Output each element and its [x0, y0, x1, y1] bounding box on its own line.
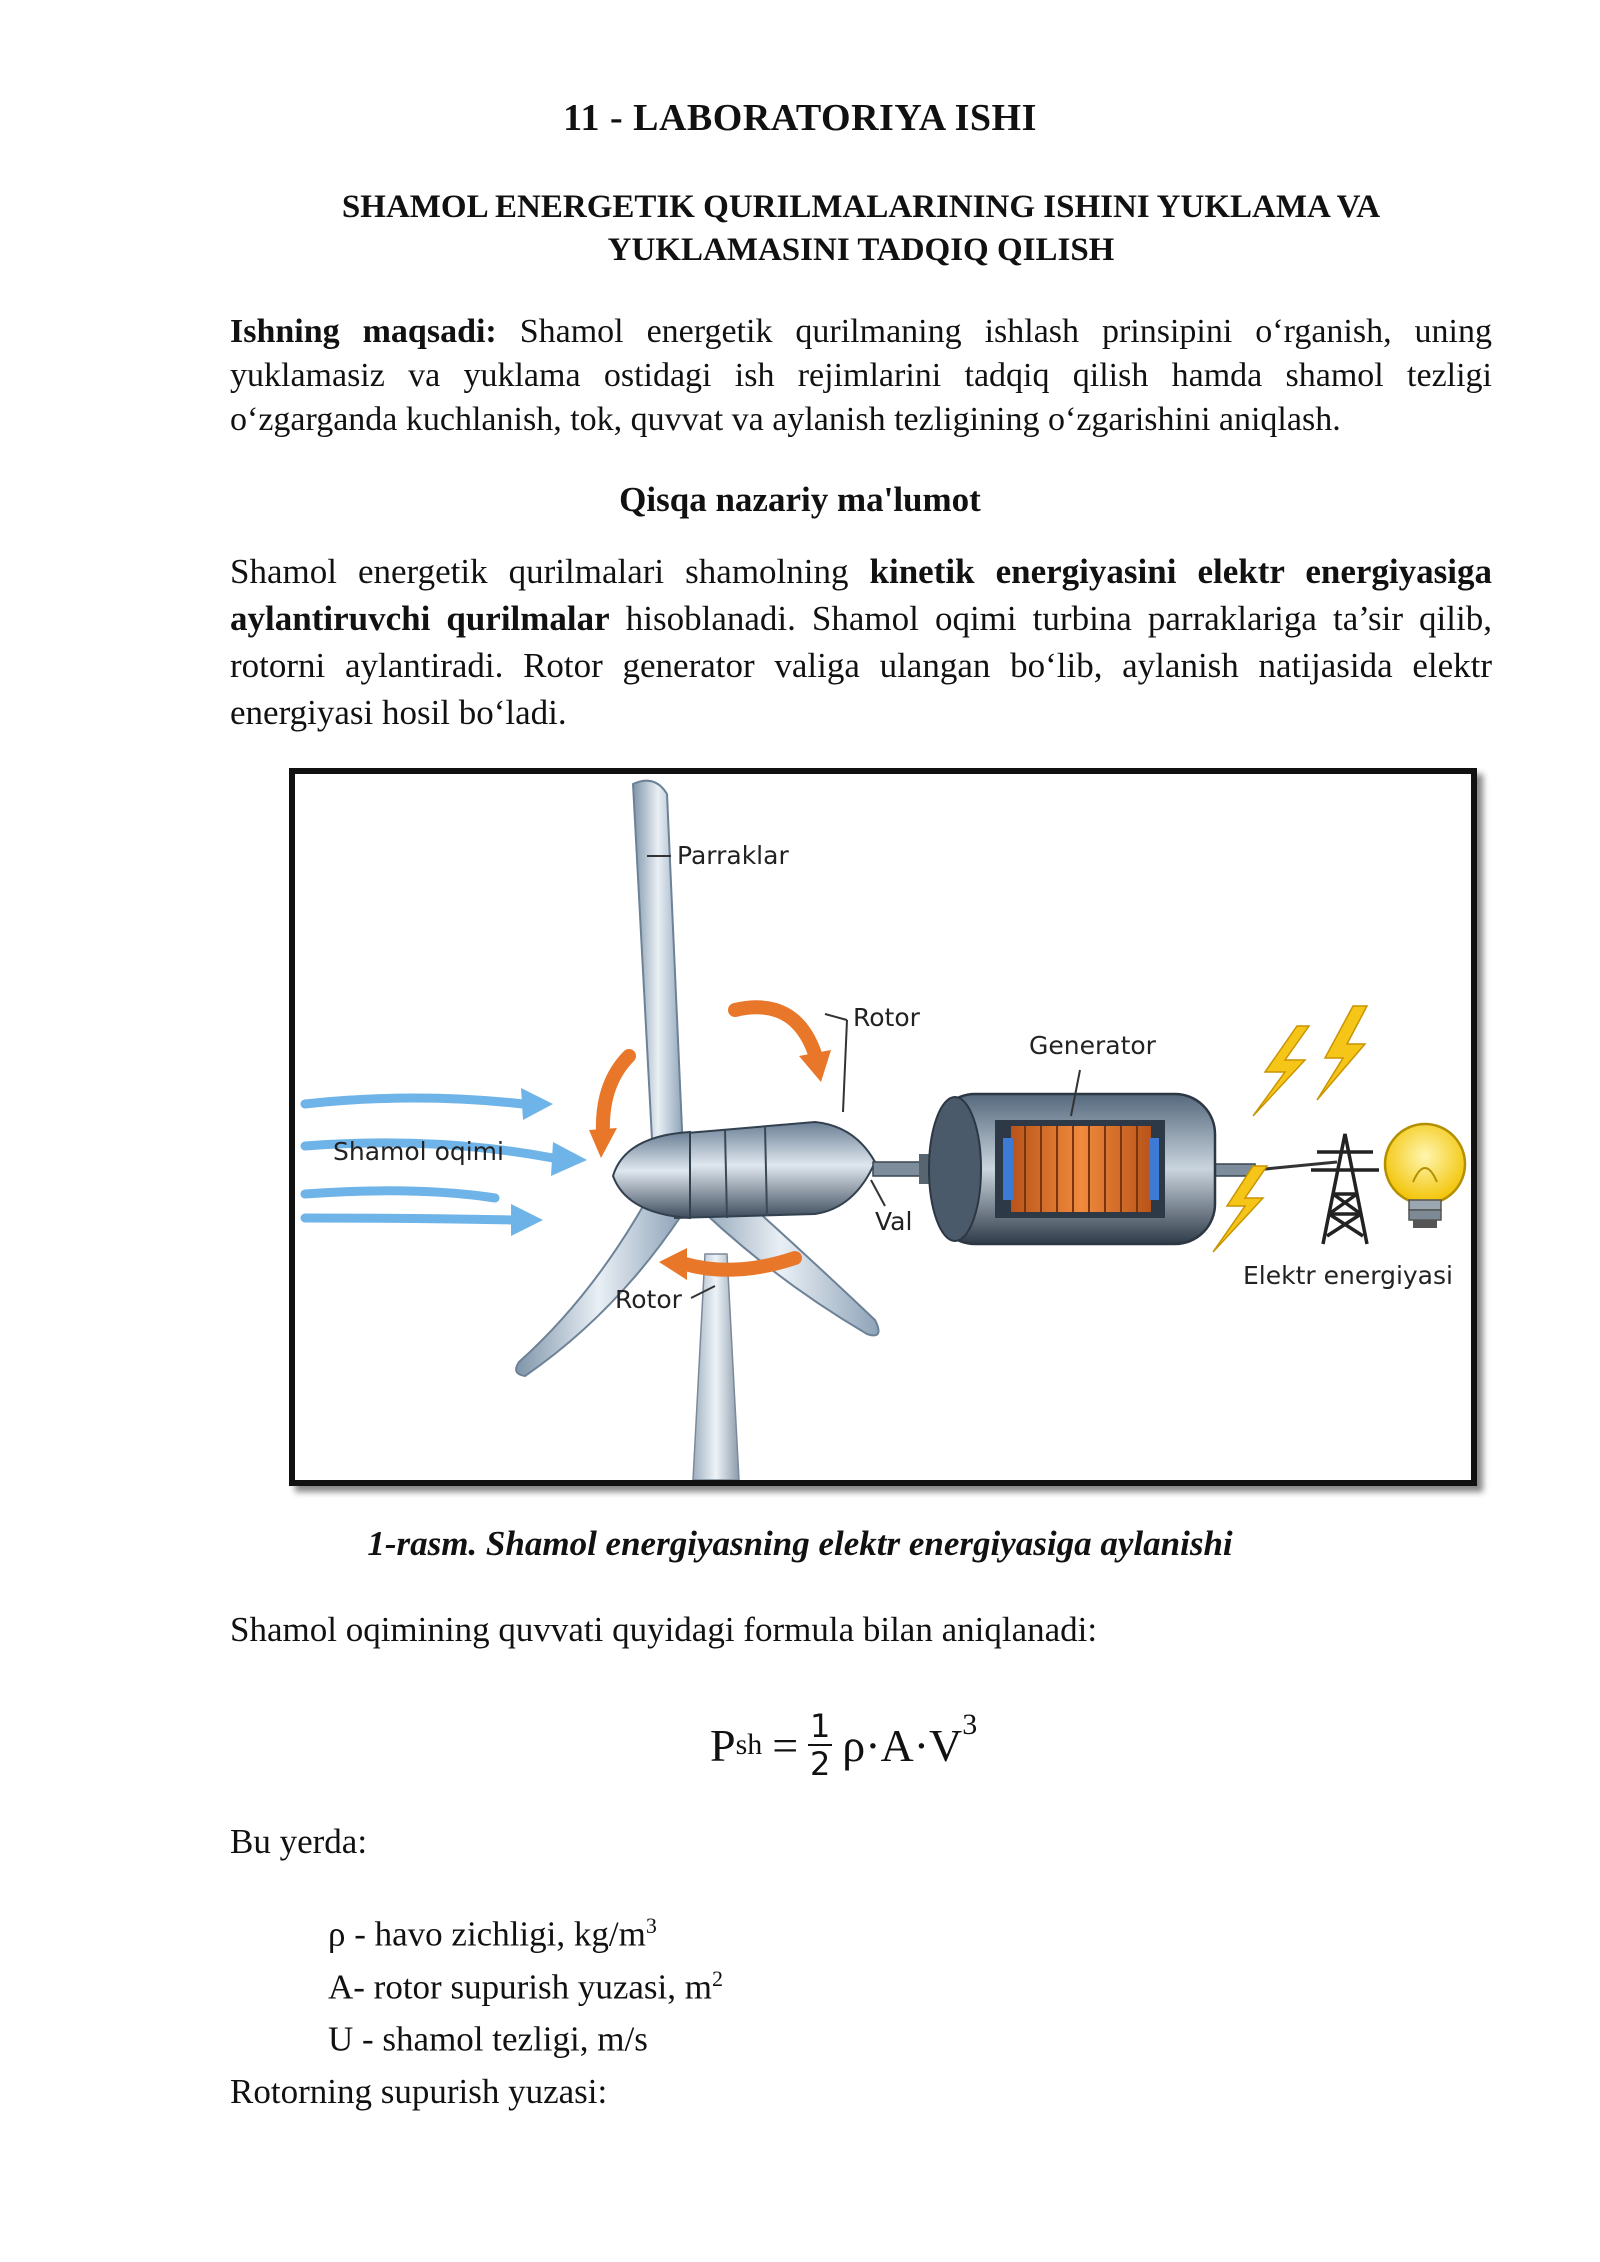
topic-line-2: YUKLAMASINI TADQIQ QILISH [607, 232, 1115, 268]
formula-rhs: ρ·A·V [842, 1719, 963, 1771]
formula-denominator: 2 [810, 1745, 831, 1783]
wind-turbine-figure [289, 768, 1477, 1486]
sweep-area-title: Rotorning supurish yuzasi: [230, 2072, 608, 2111]
generator-coil [1011, 1126, 1151, 1212]
variable-item: U - shamol tezligi, m/s [328, 2019, 648, 2059]
variable-item: ρ - havo zichligi, $kg/m^3$ [328, 1913, 657, 1954]
pylon-icon [1311, 1134, 1379, 1244]
where-label: Bu yerda: [230, 1822, 368, 1861]
formula-fraction [808, 1708, 832, 1782]
wind-turbine-illustration [295, 774, 1471, 1480]
label-wind-flow: Shamol oqimi [333, 1137, 504, 1166]
label-electric-energy: Elektr energiyasi [1243, 1261, 1453, 1290]
formula-lhs: P [710, 1719, 736, 1771]
formula-eq: = [772, 1719, 799, 1771]
section-title: Qisqa nazariy ma'lumot [619, 480, 981, 519]
label-generator: Generator [1029, 1031, 1156, 1060]
theory-paragraph [230, 548, 1492, 736]
theory-part-2: hisoblanadi. Shamol oqimi turbina parraklariga ta’sir qilib, rotorni aylantiradi. Rotor generator valiga ulangan bo‘lib, aylanish natijasida elektr energiyasi hosil bo‘ladi. [230, 599, 1492, 732]
label-rotor-top: Rotor [853, 1003, 920, 1032]
light-bulb-icon [1385, 1124, 1465, 1228]
formula-rhs-sup: 3 [962, 1708, 978, 1741]
topic-title [230, 186, 1492, 272]
topic-line-1: SHAMOL ENERGETIK QURILMALARINING ISHINI YUKLAMA VA [341, 189, 1381, 225]
hub [613, 1132, 690, 1218]
theory-bold: kinetik energiyasini elektr energiyasiga aylantiruvchi qurilmalar [230, 552, 1492, 638]
formula-lhs-sub: sh [735, 1728, 763, 1761]
figure-caption: 1-rasm. Shamol energiyasning elektr energiyasiga aylanishi [367, 1524, 1233, 1563]
theory-part-1: Shamol energetik qurilmalari shamolning [230, 552, 870, 591]
lab-title: 11 - LABORATORIYA ISHI [563, 97, 1037, 139]
goal-text: Shamol energetik qurilmaning ishlash prinsipini o‘rganish, uning yuklamasiz va yuklama ostidagi ish rejimlarini tadqiq qilish hamda shamol tezligi o‘zgarganda kuchlanish, tok, quvvat va aylanish tezligining o‘zgarishini aniqlash. [230, 313, 1492, 438]
label-blades: Parraklar [677, 841, 789, 870]
nacelle [675, 1122, 875, 1218]
label-rotor-bottom: Rotor [615, 1285, 682, 1314]
formula-numerator: 1 [810, 1707, 831, 1745]
goal-paragraph [230, 310, 1492, 442]
goal-label: Ishning maqsadi: [230, 313, 497, 350]
tower [693, 1254, 739, 1480]
power-formula [710, 1690, 977, 1800]
variable-list [328, 1904, 723, 2062]
blade-top [633, 781, 683, 1158]
label-shaft: Val [875, 1207, 913, 1236]
variable-item: A- rotor supurish yuzasi, $m^2$ [328, 1965, 723, 2007]
formula-intro: Shamol oqimining quvvati quyidagi formula bilan aniqlanadi: [230, 1610, 1098, 1649]
